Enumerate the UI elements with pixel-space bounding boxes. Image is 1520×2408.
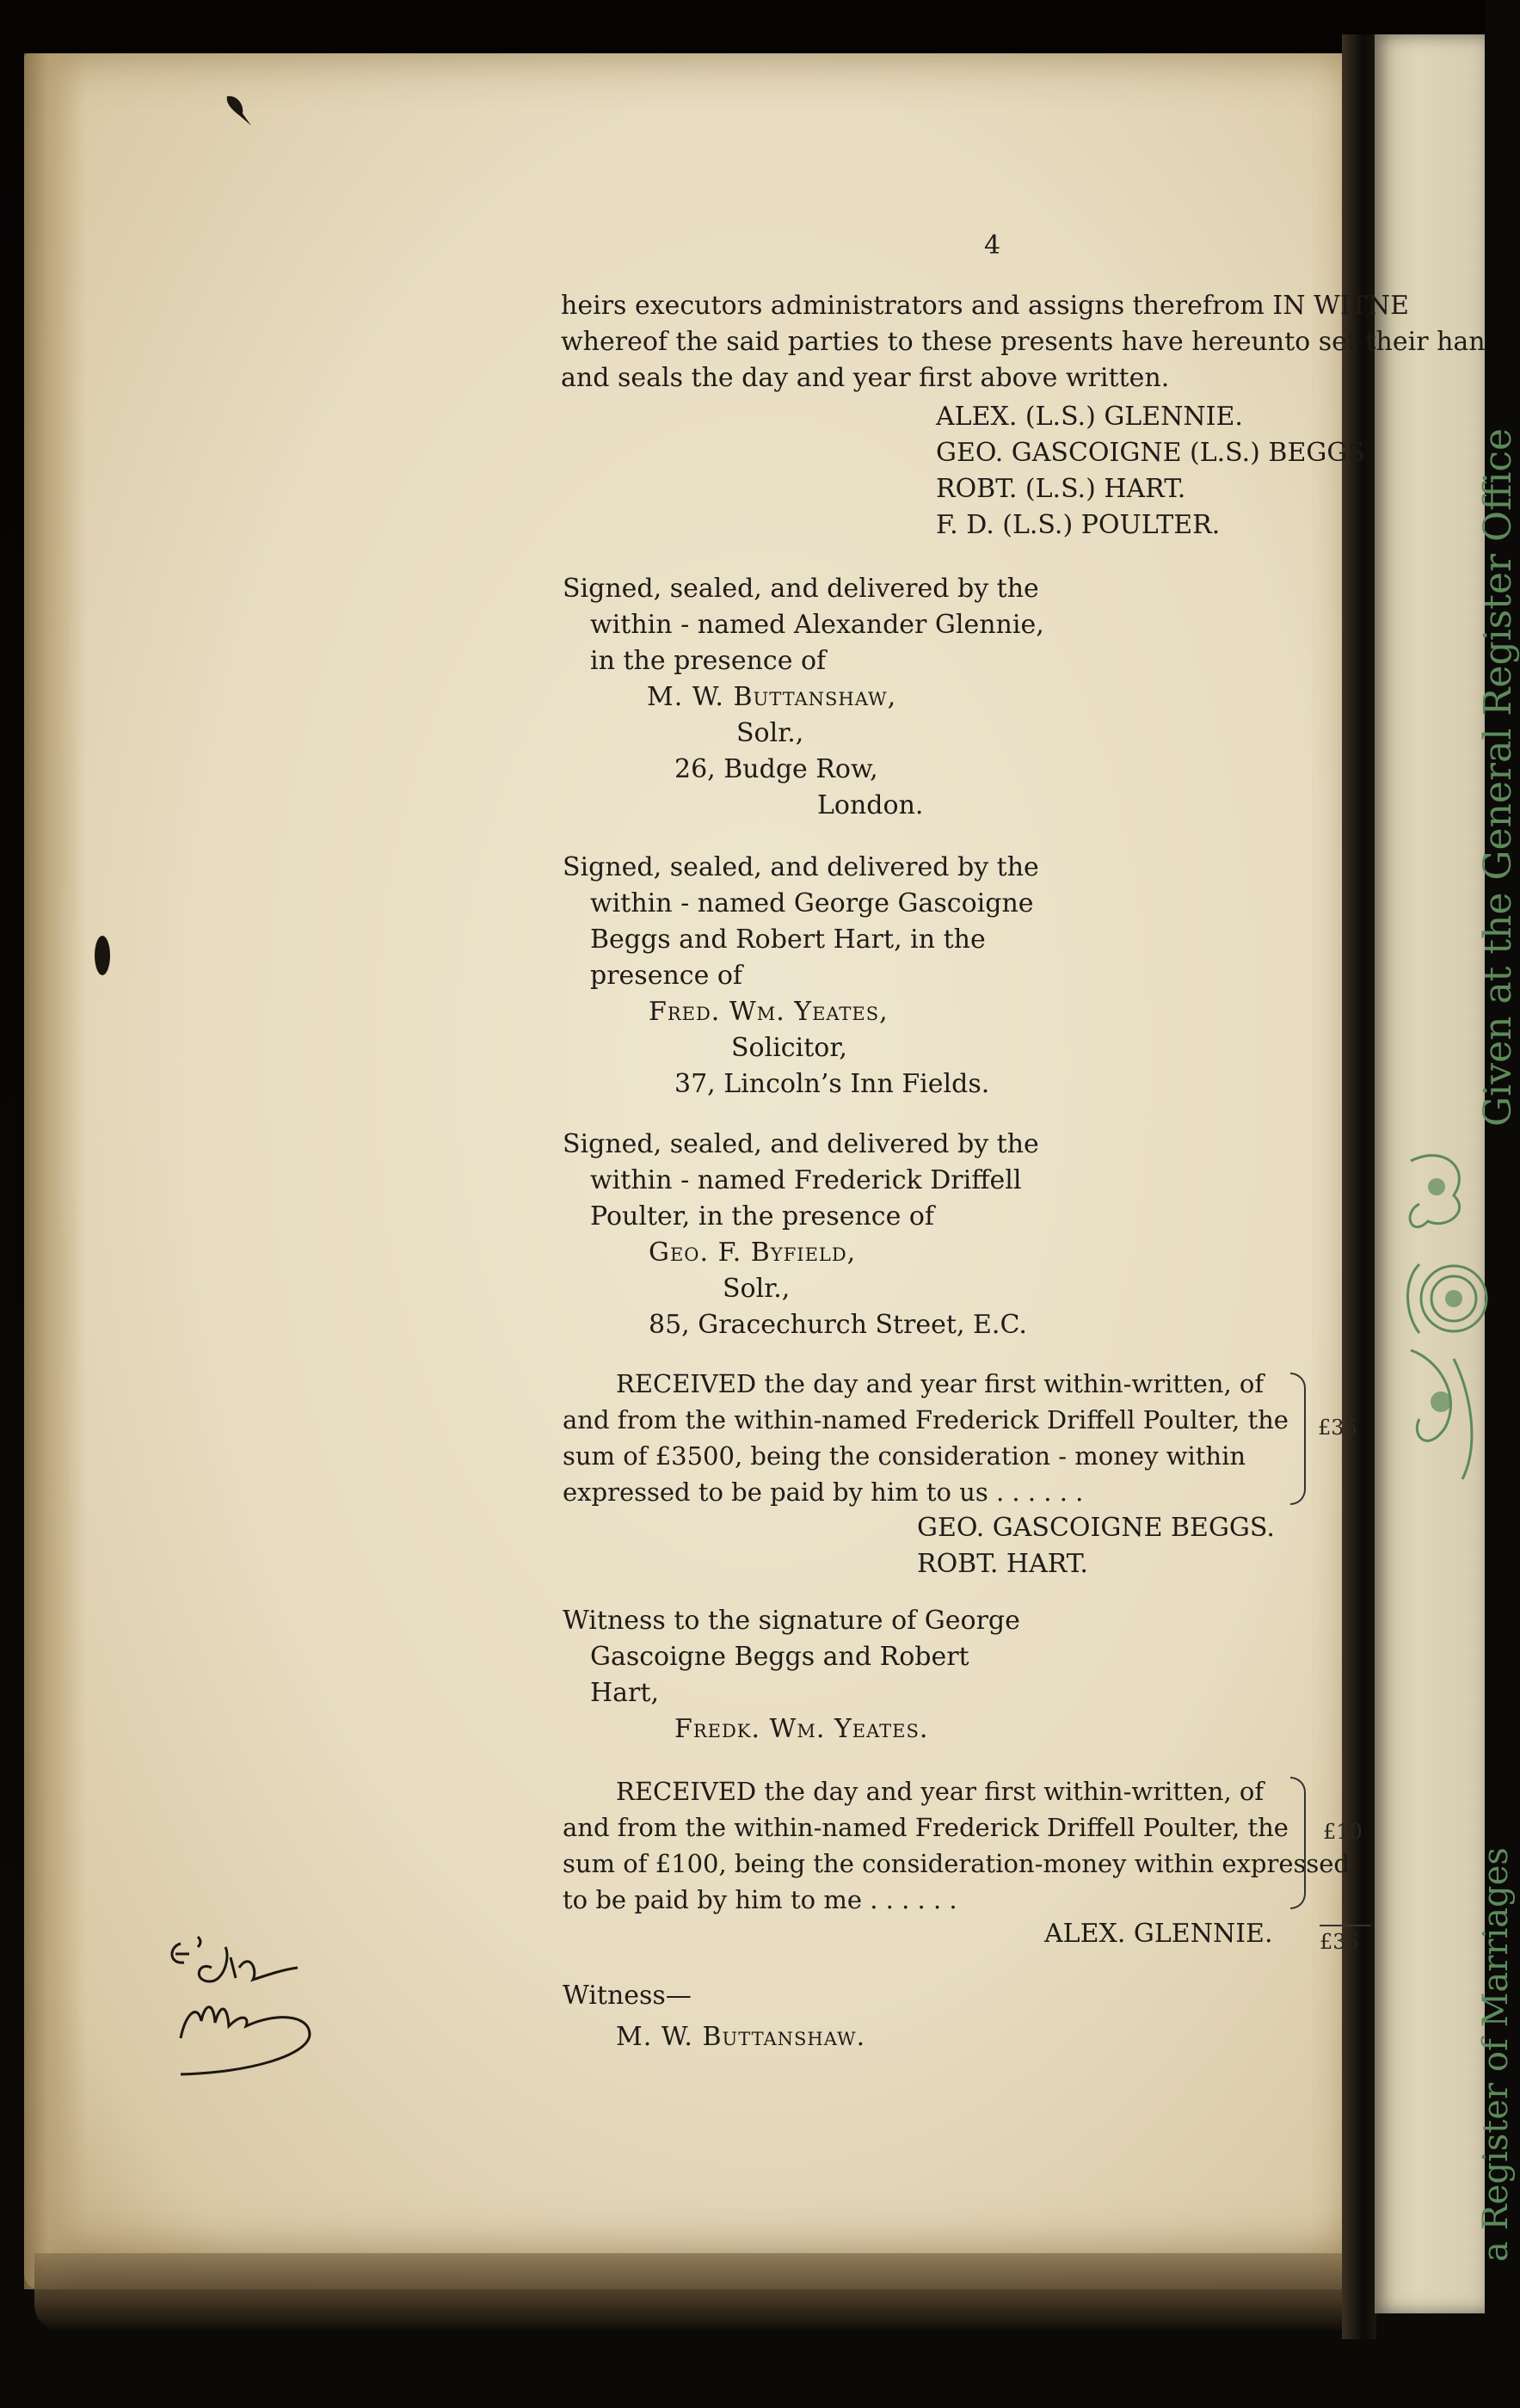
wb2-address: 37, Lincoln’s Inn Fields. [674, 1069, 990, 1099]
wb1-line-3: in the presence of [590, 646, 827, 676]
wb1-line-2: within - named Alexander Glennie, [590, 610, 1044, 640]
receipt1-line-3: sum of £3500, being the consideration - money within [563, 1441, 1246, 1471]
wb3-line-2: within - named Frederick Driffell [590, 1165, 1022, 1195]
wb2-line-4: presence of [590, 961, 743, 991]
wb2-title: Solicitor, [731, 1033, 847, 1063]
receipt2-margin-total: £36 [1320, 1930, 1359, 1954]
wb3-line-3: Poulter, in the presence of [590, 1201, 935, 1232]
wb1-address-1: 26, Budge Row, [674, 754, 878, 784]
wb3-title: Solr., [723, 1274, 791, 1304]
signatory-beggs: GEO. GASCOIGNE (L.S.) BEGGS [936, 438, 1365, 468]
wb2-line-3: Beggs and Robert Hart, in the [590, 924, 986, 955]
receipt2-line-2: and from the within-named Frederick Driffell Poulter, the [563, 1813, 1289, 1842]
intro-line-3: and seals the day and year first above written. [561, 363, 1170, 393]
receipt1-witness-name: Fredk. Wm. Yeates. [674, 1714, 929, 1744]
intro-line-2: whereof the said parties to these presents have hereunto set their han [561, 327, 1486, 357]
margin-register-office-text: Given at the General Register Office [1476, 427, 1520, 1127]
ink-blot [95, 936, 110, 975]
wb2-line-1: Signed, sealed, and delivered by the [563, 852, 1039, 882]
signatory-glennie: ALEX. (L.S.) GLENNIE. [936, 402, 1243, 432]
page-shadow-left [24, 53, 84, 2289]
receipt2-brace [1290, 1777, 1306, 1909]
receipt1-line-2: and from the within-named Frederick Driffell Poulter, the [563, 1405, 1289, 1434]
wb3-address: 85, Gracechurch Street, E.C. [649, 1310, 1027, 1340]
wb2-witness-name: Fred. Wm. Yeates, [649, 997, 889, 1027]
receipt1-witness-line-2: Gascoigne Beggs and Robert [590, 1642, 969, 1672]
wb3-witness-name: Geo. F. Byfield, [649, 1238, 857, 1268]
receipt2-line-3: sum of £100, being the consideration-money within expressed [563, 1849, 1350, 1878]
final-witness-name: M. W. Buttanshaw. [616, 2022, 866, 2052]
receipt1-margin-amount: £35 [1318, 1416, 1357, 1440]
book-gutter [1342, 34, 1376, 2339]
register-office-seal-icon [1394, 1135, 1488, 1496]
receipt1-witness-line-3: Hart, [590, 1678, 659, 1708]
total-rule [1320, 1925, 1371, 1926]
page-number: 4 [984, 230, 1001, 261]
receipt1-line-4: expressed to be paid by him to us . . . . . . [563, 1477, 1084, 1507]
wb1-witness-name: M. W. Buttanshaw, [647, 682, 897, 712]
final-witness-label: Witness— [563, 1981, 692, 2011]
handwritten-initials-icon [163, 1918, 327, 2090]
receipt2-signer-glennie: ALEX. GLENNIE. [1044, 1919, 1273, 1949]
page-bottom-edge [34, 2253, 1359, 2331]
wb1-address-2: London. [817, 790, 924, 820]
wb1-title: Solr., [736, 718, 804, 748]
receipt2-line-1: RECEIVED the day and year first within-written, of [616, 1777, 1265, 1806]
margin-register-marriages-text: a Register of Marriages [1476, 1847, 1516, 2262]
wb1-line-1: Signed, sealed, and delivered by the [563, 574, 1039, 604]
receipt2-line-4: to be paid by him to me . . . . . . [563, 1885, 957, 1914]
signatory-hart: ROBT. (L.S.) HART. [936, 474, 1186, 504]
receipt1-signer-beggs: GEO. GASCOIGNE BEGGS. [917, 1513, 1275, 1543]
signatory-poulter: F. D. (L.S.) POULTER. [936, 510, 1221, 540]
receipt1-signer-hart: ROBT. HART. [917, 1549, 1088, 1579]
receipt1-brace [1290, 1373, 1306, 1505]
receipt2-margin-amount: £10 [1323, 1820, 1363, 1844]
receipt1-line-1: RECEIVED the day and year first within-written, of [616, 1369, 1265, 1398]
ink-fleck-icon [225, 93, 255, 127]
intro-line-1: heirs executors administrators and assigns therefrom IN WITNE [561, 291, 1409, 321]
wb2-line-2: within - named George Gascoigne [590, 888, 1034, 918]
wb3-line-1: Signed, sealed, and delivered by the [563, 1129, 1039, 1159]
receipt1-witness-line-1: Witness to the signature of George [563, 1606, 1020, 1636]
